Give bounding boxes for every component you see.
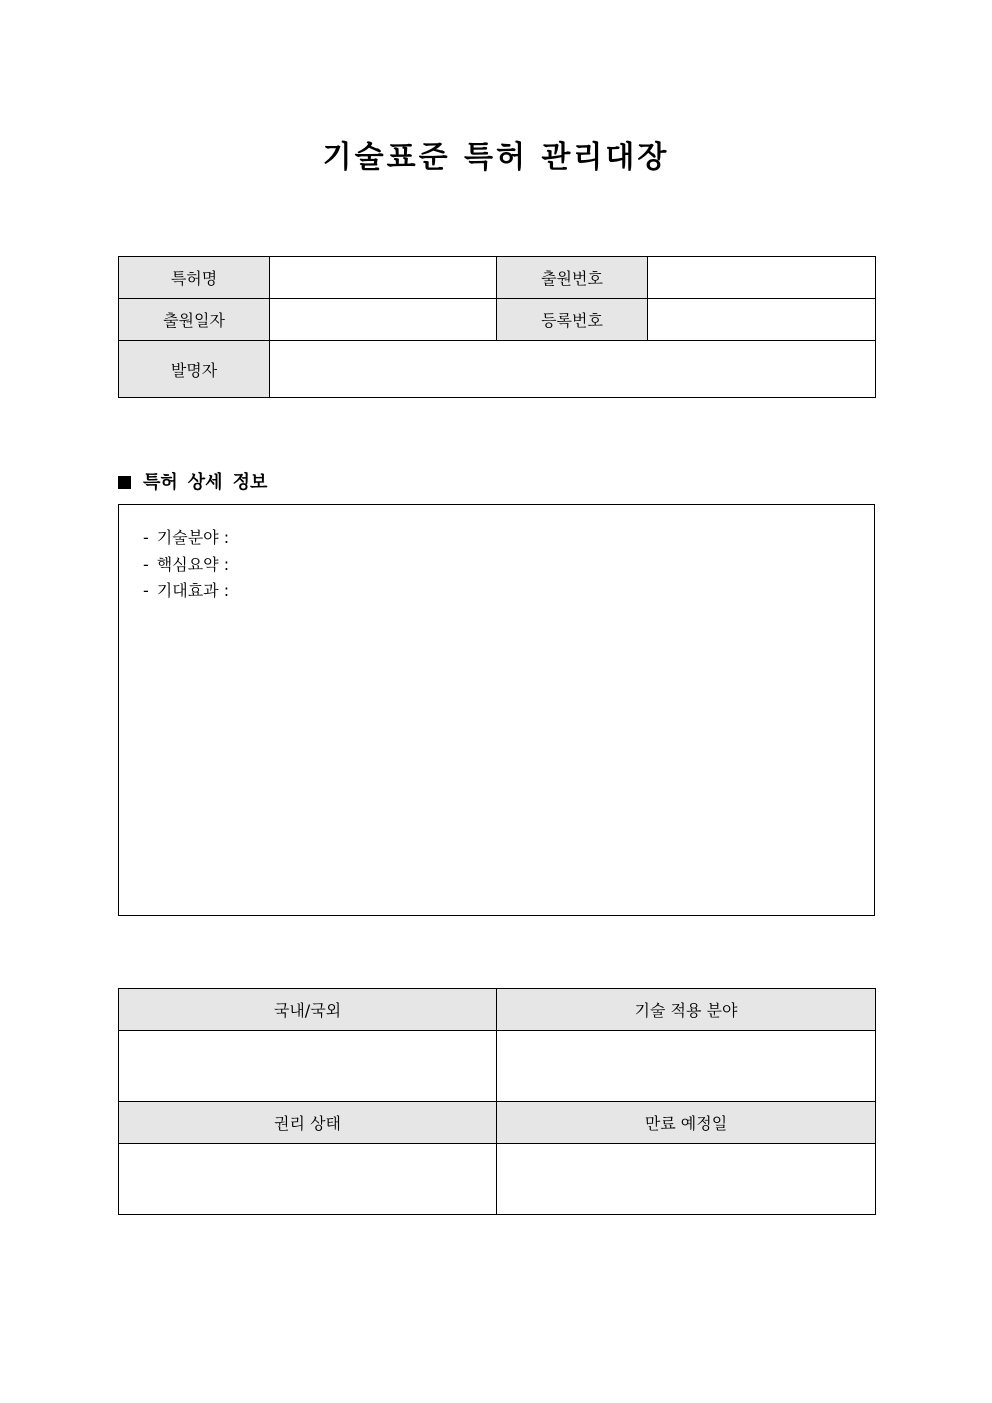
registration-number-field[interactable] [648, 299, 876, 341]
table-row [119, 989, 876, 1031]
list-item [143, 578, 874, 605]
heading-word: 특허 [143, 472, 178, 493]
detail-list [119, 505, 874, 605]
dash-marker: - [143, 554, 149, 574]
table-row [119, 257, 876, 299]
domestic-foreign-label: 국내/국외 [119, 989, 497, 1031]
expected-effect-item-label: 기대효과 : [156, 581, 230, 600]
list-item [143, 525, 874, 552]
tech-application-field-field[interactable] [497, 1031, 876, 1102]
expiry-date-label: 만료 예정일 [497, 1102, 876, 1144]
application-number-field[interactable] [648, 257, 876, 299]
list-item [143, 552, 874, 579]
expiry-date-field[interactable] [497, 1144, 876, 1215]
square-bullet-icon [118, 476, 131, 489]
patent-name-field[interactable] [270, 257, 497, 299]
section-heading [118, 468, 277, 494]
rights-status-field[interactable] [119, 1144, 497, 1215]
table-row [119, 1031, 876, 1102]
dash-marker: - [143, 581, 149, 600]
domestic-foreign-field[interactable] [119, 1031, 497, 1102]
application-number-label: 출원번호 [497, 257, 648, 299]
summary-item-label: 핵심요약 : [156, 554, 230, 574]
patent-name-label: 특허명 [119, 257, 270, 299]
rights-status-label: 권리 상태 [119, 1102, 497, 1144]
dash-marker: - [143, 528, 149, 547]
table-row [119, 299, 876, 341]
tech-field-item-label: 기술분야 : [156, 528, 230, 547]
patent-detail-box[interactable] [118, 504, 875, 916]
table-row [119, 341, 876, 398]
inventor-label: 발명자 [119, 341, 270, 398]
registration-number-label: 등록번호 [497, 299, 648, 341]
table-row [119, 1102, 876, 1144]
patent-info-table [118, 256, 876, 398]
heading-word: 상세 [187, 472, 223, 493]
application-date-label: 출원일자 [119, 299, 270, 341]
table-row [119, 1144, 876, 1215]
page-title: 기술표준 특허 관리대장 [322, 140, 670, 175]
tech-application-field-label: 기술 적용 분야 [497, 989, 876, 1031]
inventor-field[interactable] [270, 341, 876, 398]
heading-word: 정보 [232, 472, 268, 493]
patent-status-table [118, 988, 876, 1215]
application-date-field[interactable] [270, 299, 497, 341]
